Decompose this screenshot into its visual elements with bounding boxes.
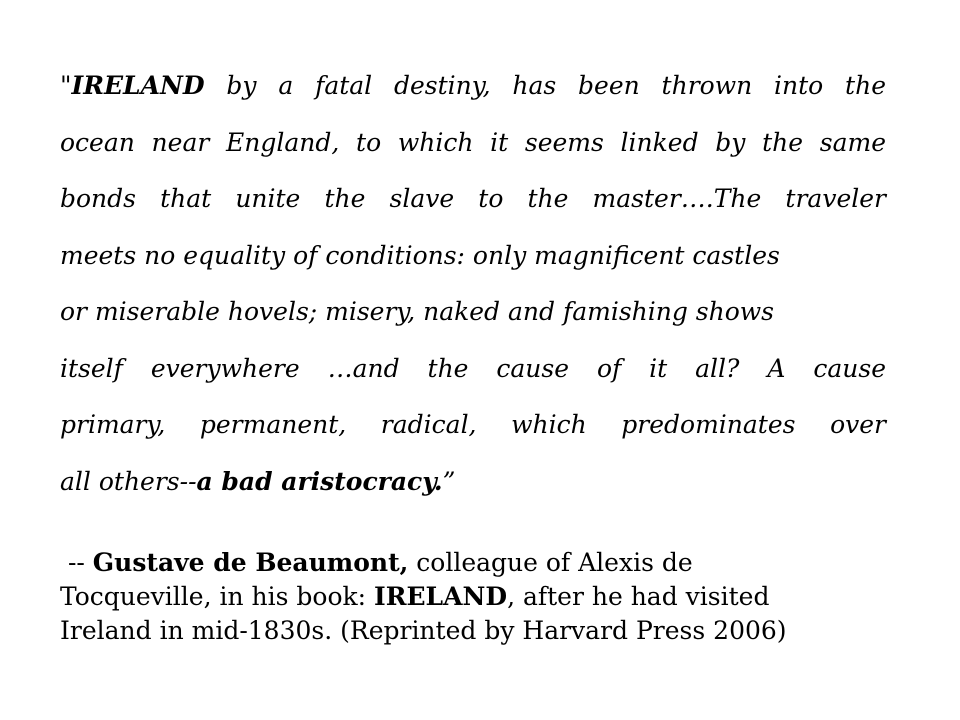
attribution-line-2-rest: , after he had visited <box>507 582 770 611</box>
attribution <box>60 546 920 648</box>
quote-block <box>60 58 886 510</box>
quote-line-8-post: ” <box>442 466 456 496</box>
attribution-line-2 <box>60 580 920 614</box>
attribution-line-2-prefix: Tocqueville, in his book: <box>60 582 375 611</box>
attribution-author: Gustave de Beaumont, <box>92 548 409 577</box>
quote-line-1-post: by a fatal destiny, has been thrown into the <box>204 71 886 100</box>
quote-line-8 <box>60 454 886 511</box>
quote-line-7: primary, permanent, radical, which predominates over <box>60 410 886 439</box>
quote-conclusion-bold: a bad aristocracy. <box>196 466 443 496</box>
attribution-line-1 <box>60 546 920 580</box>
attribution-line-3: Ireland in mid-1830s. (Reprinted by Harvard Press 2006) <box>60 616 787 645</box>
attribution-prefix: -- <box>60 548 93 577</box>
quote-line-6: itself everywhere …and the cause of it all? A cause <box>60 353 886 383</box>
quote-line-2: ocean near England, to which it seems linked by the same <box>60 127 886 157</box>
quote-line-3: bonds that unite the slave to the master….The traveler <box>60 184 886 213</box>
quote-line-5: or miserable hovels; misery, naked and famishing shows <box>60 297 775 326</box>
attribution-book-title: IRELAND <box>374 582 508 611</box>
quote-line-1-pre: " <box>60 71 72 100</box>
quote-line-8-pre: all others-- <box>60 466 197 496</box>
attribution-line-1-rest: colleague of Alexis de <box>408 548 693 577</box>
quote-line-1 <box>60 58 886 115</box>
quote-line-4: meets no equality of conditions: only magnificent castles <box>60 240 780 270</box>
quote-title-bold: IRELAND <box>71 71 205 100</box>
